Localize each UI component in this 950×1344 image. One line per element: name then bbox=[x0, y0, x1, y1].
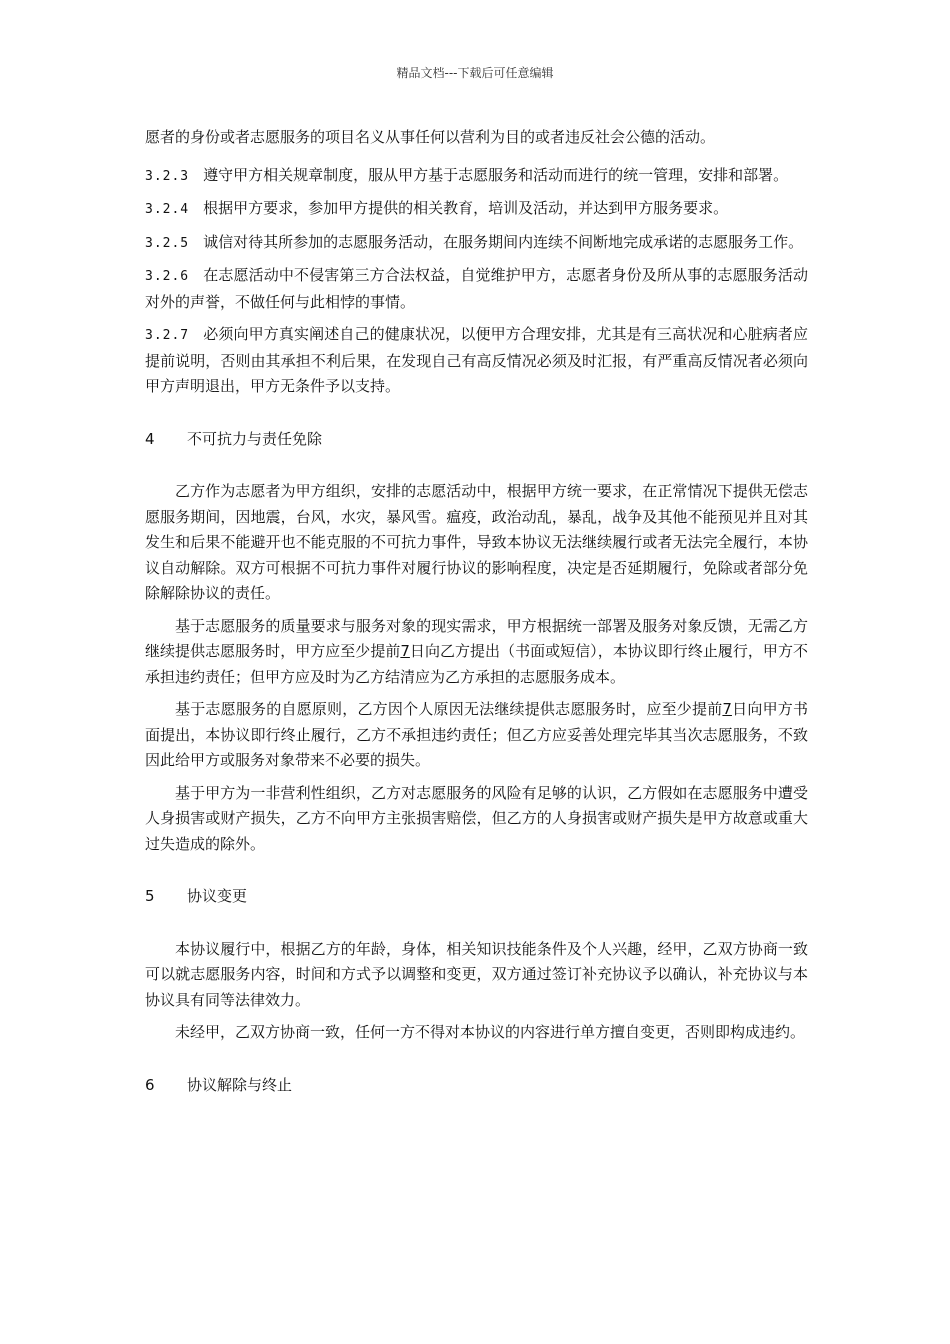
section-heading-4 bbox=[145, 427, 808, 453]
clause-text: 在志愿活动中不侵害第三方合法权益，自觉维护甲方，志愿者身份及所从事的志愿服务活动对外的声誉，不做任何与此相悖的事情。 bbox=[145, 266, 808, 311]
days-value: 7 bbox=[722, 700, 732, 718]
clause-number: 3.2.6 bbox=[145, 269, 190, 284]
days-value: 7 bbox=[400, 642, 410, 660]
paragraph-text: 日向乙方提出（书面或短信），本协议即行终止履行，甲方不承担违约责任；但甲方应及时为乙方结清应为乙方承担的志愿服务成本。 bbox=[145, 642, 808, 686]
clause-3-2-5 bbox=[145, 230, 808, 257]
section-title: 不可抗力与责任免除 bbox=[187, 429, 323, 448]
clause-3-2-6 bbox=[145, 263, 808, 315]
paragraph: 基于甲方为一非营利性组织，乙方对志愿服务的风险有足够的认识，乙方假如在志愿服务中遭受人身损害或财产损失，乙方不向甲方主张损害赔偿，但乙方的人身损害或财产损失是甲方故意或重大过失造成的除外。 bbox=[145, 783, 808, 853]
clause-text: 诚信对待其所参加的志愿服务活动，在服务期间内连续不间断地完成承诺的志愿服务工作。 bbox=[203, 232, 804, 251]
clause-text: 遵守甲方相关规章制度，服从甲方基于志愿服务和活动而进行的统一管理，安排和部署。 bbox=[203, 165, 789, 184]
paragraph-continuation: 愿者的身份或者志愿服务的项目名义从事任何以营利为目的或者违反社会公德的活动。 bbox=[145, 128, 716, 146]
paragraph-text: 基于志愿服务的质量要求与服务对象的现实需求，甲方根据统一部署及服务对象反馈，无需乙方继续提供志愿服务时，甲方应至少提前 bbox=[145, 616, 808, 660]
paragraph: 未经甲，乙双方协商一致，任何一方不得对本协议的内容进行单方擅自变更，否则即构成违约。 bbox=[175, 1023, 806, 1041]
paragraph: 乙方作为志愿者为甲方组织，安排的志愿活动中，根据甲方统一要求，在正常情况下提供无偿志愿服务期间，因地震，台风，水灾，暴风雪。瘟疫，政治动乱，暴乱，战争及其他不能预见并且对其发生和后果不能避开也不能克服的不可抗力事件，导致本协议无法继续履行或者无法完全履行，本协议自动解除。双方可根据不可抗力事件对履行协议的影响程度，决定是否延期履行，免除或者部分免除解除协议的责任。 bbox=[145, 482, 808, 602]
section-title: 协议变更 bbox=[187, 887, 248, 905]
section-number: 4 bbox=[145, 429, 155, 448]
section-title: 协议解除与终止 bbox=[187, 1075, 293, 1094]
clause-text: 必须向甲方真实阐述自己的健康状况，以便甲方合理安排，尤其是有三高状况和心脏病者应提前说明，否则由其承担不利后果，在发现自己有高反情况必须及时汇报，有严重高反情况者必须向甲方声明退出，甲方无条件予以支持。 bbox=[145, 325, 808, 395]
clause-3-2-3 bbox=[145, 163, 808, 190]
clause-text: 根据甲方要求，参加甲方提供的相关教育，培训及活动，并达到甲方服务要求。 bbox=[203, 199, 729, 217]
paragraph-text: 基于志愿服务的自愿原则，乙方因个人原因无法继续提供志愿服务时，应至少提前 bbox=[175, 700, 723, 718]
clause-number: 3.2.5 bbox=[145, 235, 190, 251]
clause-number: 3.2.7 bbox=[145, 328, 190, 343]
section-heading-6 bbox=[145, 1073, 808, 1099]
section-number: 5 bbox=[145, 887, 155, 905]
section-number: 6 bbox=[145, 1075, 155, 1094]
paragraph bbox=[145, 697, 808, 774]
paragraph-text: 日向甲方书面提出，本协议即行终止履行，乙方不承担违约责任；但乙方应妥善处理完毕其当次志愿服务，不致因此给甲方或服务对象带来不必要的损失。 bbox=[145, 700, 808, 769]
clause-3-2-4 bbox=[145, 196, 808, 223]
clause-number: 3.2.4 bbox=[145, 202, 190, 217]
clause-number: 3.2.3 bbox=[145, 168, 190, 184]
section-heading-5 bbox=[145, 884, 808, 910]
document-body bbox=[145, 125, 808, 1098]
clause-3-2-7 bbox=[145, 322, 808, 400]
paragraph bbox=[145, 614, 808, 691]
page-header: 精品文档---下载后可任意编辑 bbox=[396, 66, 554, 80]
paragraph: 本协议履行中，根据乙方的年龄，身体，相关知识技能条件及个人兴趣，经甲，乙双方协商一致可以就志愿服务内容，时间和方式予以调整和变更，双方通过签订补充协议予以确认，补充协议与本协议具有同等法律效力。 bbox=[145, 939, 808, 1009]
